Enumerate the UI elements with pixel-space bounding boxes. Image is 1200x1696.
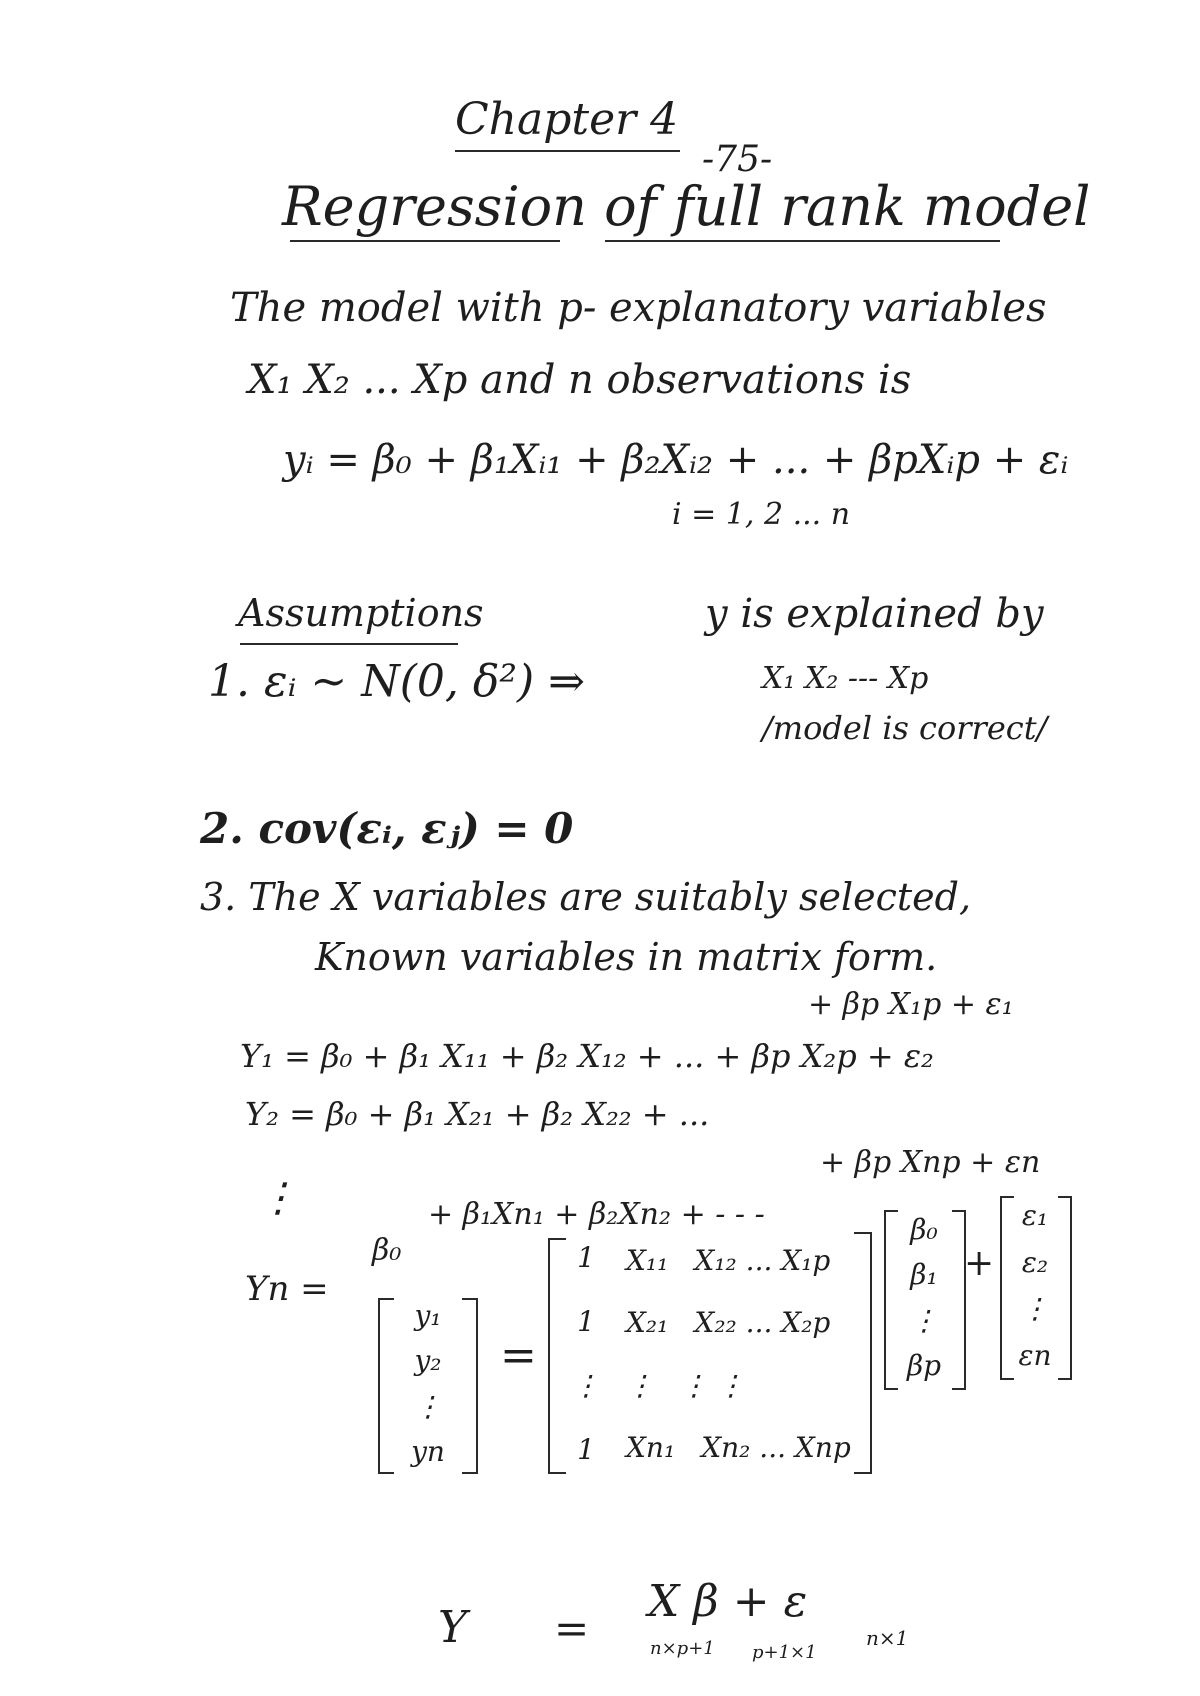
y-vector-entry: y₂ (414, 1344, 442, 1378)
x-matrix-first-column (566, 1241, 606, 1466)
x-matrix-entry: X₂₁ (626, 1306, 669, 1340)
assumptions-underline (240, 643, 458, 645)
beta-vector-entry: βp (906, 1348, 942, 1382)
title-underline-1 (290, 240, 560, 242)
matrix-plus: + (964, 1243, 995, 1284)
system-vdots: ⋮ (258, 1175, 298, 1221)
beta-vector-entry: β₀ (910, 1213, 938, 1246)
y-vector-entry: yn (411, 1434, 445, 1468)
x-matrix-right-bracket (854, 1232, 872, 1474)
x-matrix-entry: X₂₂ ... X₂p (694, 1306, 831, 1340)
assumption-3-line-2: Known variables in matrix form. (315, 935, 938, 979)
x-matrix-entry: X₁₁ (626, 1244, 669, 1277)
model-index: i = 1, 2 ... n (672, 497, 851, 532)
compact-dim-x: n×p+1 (650, 1638, 715, 1659)
chapter-underline (455, 150, 680, 152)
assumption-1: 1. εᵢ ~ N(0, δ²) ⇒ (208, 656, 586, 707)
beta-vector (898, 1213, 950, 1382)
beta-vector-entry: ⋮ (910, 1303, 938, 1337)
eps-vector (1014, 1199, 1056, 1372)
eps-vector-entry: ε₁ (1021, 1199, 1049, 1232)
system-row-2: Y₂ = β₀ + β₁ X₂₁ + β₂ X₂₂ + ... (245, 1095, 710, 1133)
y-vector-right-bracket (462, 1298, 478, 1474)
beta-vector-right-bracket (952, 1210, 966, 1390)
beta-vector-left-bracket (884, 1210, 898, 1390)
system-row-1-tail: + βp X₁p + ε₁ (808, 987, 1014, 1022)
model-equation: yᵢ = β₀ + β₁Xᵢ₁ + β₂Xᵢ₂ + ... + βpXᵢp + εᵢ (283, 437, 1069, 483)
compact-rhs: X β + ε (648, 1576, 808, 1627)
chapter-heading: Chapter 4 (455, 94, 679, 145)
assumptions-heading: Assumptions (238, 591, 484, 635)
assumption-1-note-3: /model is correct/ (762, 709, 1048, 747)
x-matrix-row (626, 1431, 851, 1464)
system-row-4-beta: β₀ (372, 1233, 402, 1268)
x-matrix-entry: X₁₂ ... X₁p (694, 1244, 831, 1277)
eps-vector-right-bracket (1058, 1196, 1072, 1380)
x-matrix-entry: 1 (577, 1241, 595, 1274)
system-row-1: Y₁ = β₀ + β₁ X₁₁ + β₂ X₁₂ + ... + βp X₂p + ε₂ (240, 1037, 934, 1075)
y-vector-entry: ⋮ (414, 1389, 442, 1423)
x-matrix-entry: ⋮ ⋮ (680, 1368, 745, 1402)
matrix-equals: = (500, 1330, 537, 1381)
system-row-3: + β₁Xn₁ + β₂Xn₂ + - - - (428, 1197, 765, 1232)
beta-vector-entry: β₁ (910, 1258, 938, 1292)
y-vector-entry: y₁ (414, 1299, 442, 1332)
model-line-1: The model with p- explanatory variables (230, 285, 1047, 331)
chapter-title: Regression of full rank model (282, 175, 1091, 238)
system-row-2-tail: + βp Xnp + εn (820, 1145, 1041, 1180)
x-matrix-row (626, 1369, 745, 1402)
system-row-4-lhs: Yn = (245, 1269, 329, 1309)
x-matrix-left-bracket (548, 1238, 566, 1474)
compact-equals: = (554, 1604, 590, 1653)
x-matrix-entry: ⋮ (572, 1369, 600, 1402)
eps-vector-entry: εn (1018, 1338, 1052, 1372)
compact-y: Y (438, 1602, 468, 1653)
x-matrix-row (626, 1244, 830, 1277)
title-underline-2 (605, 240, 1000, 242)
x-matrix-row (626, 1306, 830, 1339)
y-vector-left-bracket (378, 1298, 394, 1474)
x-matrix-body (626, 1244, 856, 1464)
page-number: -75- (702, 139, 773, 180)
assumption-1-note-1: y is explained by (705, 591, 1044, 637)
eps-vector-entry: ⋮ (1021, 1292, 1049, 1326)
x-matrix-entry: Xn₁ (626, 1430, 676, 1464)
x-matrix-entry: 1 (577, 1433, 595, 1466)
x-matrix-entry: ⋮ (626, 1368, 654, 1402)
eps-vector-entry: ε₂ (1021, 1245, 1049, 1279)
model-line-2: X₁ X₂ ... Xp and n observations is (248, 357, 912, 403)
x-matrix-entry: 1 (577, 1305, 595, 1338)
x-matrix-entry: Xn₂ ... Xnp (701, 1430, 851, 1464)
assumption-3-line-1: 3. The X variables are suitably selected, (200, 875, 972, 919)
eps-vector-left-bracket (1000, 1196, 1014, 1380)
assumption-1-note-2: X₁ X₂ --- Xp (762, 661, 929, 696)
y-vector (396, 1299, 460, 1468)
compact-dim-e: n×1 (866, 1626, 909, 1650)
assumption-2: 2. cov(εᵢ, εⱼ) = 0 (200, 804, 574, 853)
compact-dim-b: p+1×1 (752, 1642, 817, 1663)
